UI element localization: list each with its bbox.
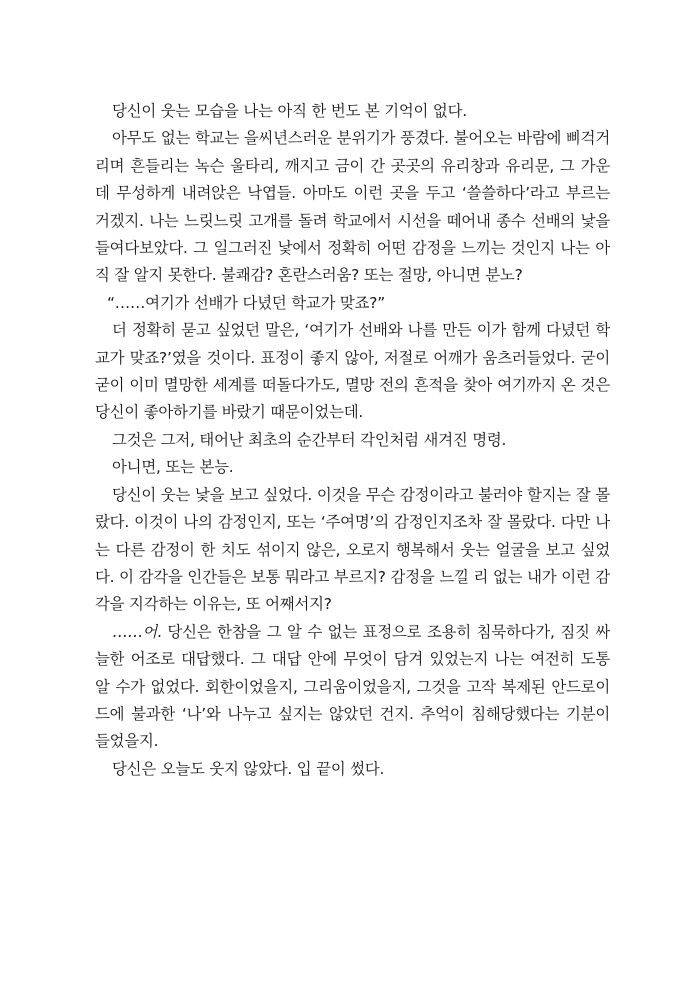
italic-speech-lead: ……어.: [112, 622, 162, 641]
paragraph: 그것은 그저, 태어난 최초의 순간부터 각인처럼 새겨진 명령.: [112, 430, 507, 449]
dialogue-line: “……여기가 선배가 다녔던 학교가 맞죠?”: [107, 293, 386, 312]
document-body: [95, 98, 610, 783]
paragraph: 당신이 웃는 모습을 나는 아직 한 번도 본 기억이 없다.: [112, 102, 467, 120]
paragraph: [95, 619, 610, 756]
paragraph: 당신은 오늘도 웃지 않았다. 입 끝이 썼다.: [112, 759, 385, 778]
paragraph: 아니면, 또는 본능.: [112, 458, 234, 477]
paragraph: 더 정확히 묻고 싶었던 말은, ‘여기가 선배와 나를 만든 이가 함께 다녔던 학교가 맞죠?’였을 것이다. 표정이 좋지 않아, 저절로 어깨가 움츠러들었다. 굳이굳이 이미 멸망한 세계를 떠돌다가도, 멸망 전의 흔적을 찾아 여기까지 온 것은 당신이 좋아하기를 바랐기 때문이었는데.: [95, 321, 610, 422]
paragraph-text: 당신은 한참을 그 알 수 없는 표정으로 조용히 침묵하다가, 짐짓 싸늘한 어조로 대답했다. 그 대답 안에 무엇이 담겨 있었는지 나는 여전히 도통 알 수가 없었다. 회한이었을지, 그리움이었을지, 그것을 고작 복제된 안드로이드에 불과한 ‘나’와 나누고 싶지는 않았던 건지. 추억이 침해당했다는 기분이 들었을지.: [95, 622, 610, 751]
paragraph: 당신이 웃는 낯을 보고 싶었다. 이것을 무슨 감정이라고 불러야 할지는 잘 몰랐다. 이것이 나의 감정인지, 또는 ‘주여명’의 감정인지조차 잘 몰랐다. 다만 나는 다른 감정이 한 치도 섞이지 않은, 오로지 행복해서 웃는 얼굴을 보고 싶었다. 이 감각을 인간들은 보통 뭐라고 부르지? 감정을 느낄 리 없는 내가 이런 감각을 지각하는 이유는, 또 어째서지?: [95, 485, 610, 614]
paragraph: 아무도 없는 학교는 을씨년스러운 분위기가 풍겼다. 불어오는 바람에 삐걱거리며 흔들리는 녹슨 울타리, 깨지고 금이 간 곳곳의 유리창과 유리문, 그 가운데 무성하게 내려앉은 낙엽들. 아마도 이런 곳을 두고 ‘쓸쓸하다’라고 부르는 거겠지. 나는 느릿느릿 고개를 돌려 학교에서 시선을 떼어내 종수 선배의 낯을 들여다보았다. 그 일그러진 낯에서 정확히 어떤 감정을 느끼는 것인지 나는 아직 잘 알지 못한다. 불쾌감? 혼란스러움? 또는 절망, 아니면 분노?: [95, 129, 610, 285]
